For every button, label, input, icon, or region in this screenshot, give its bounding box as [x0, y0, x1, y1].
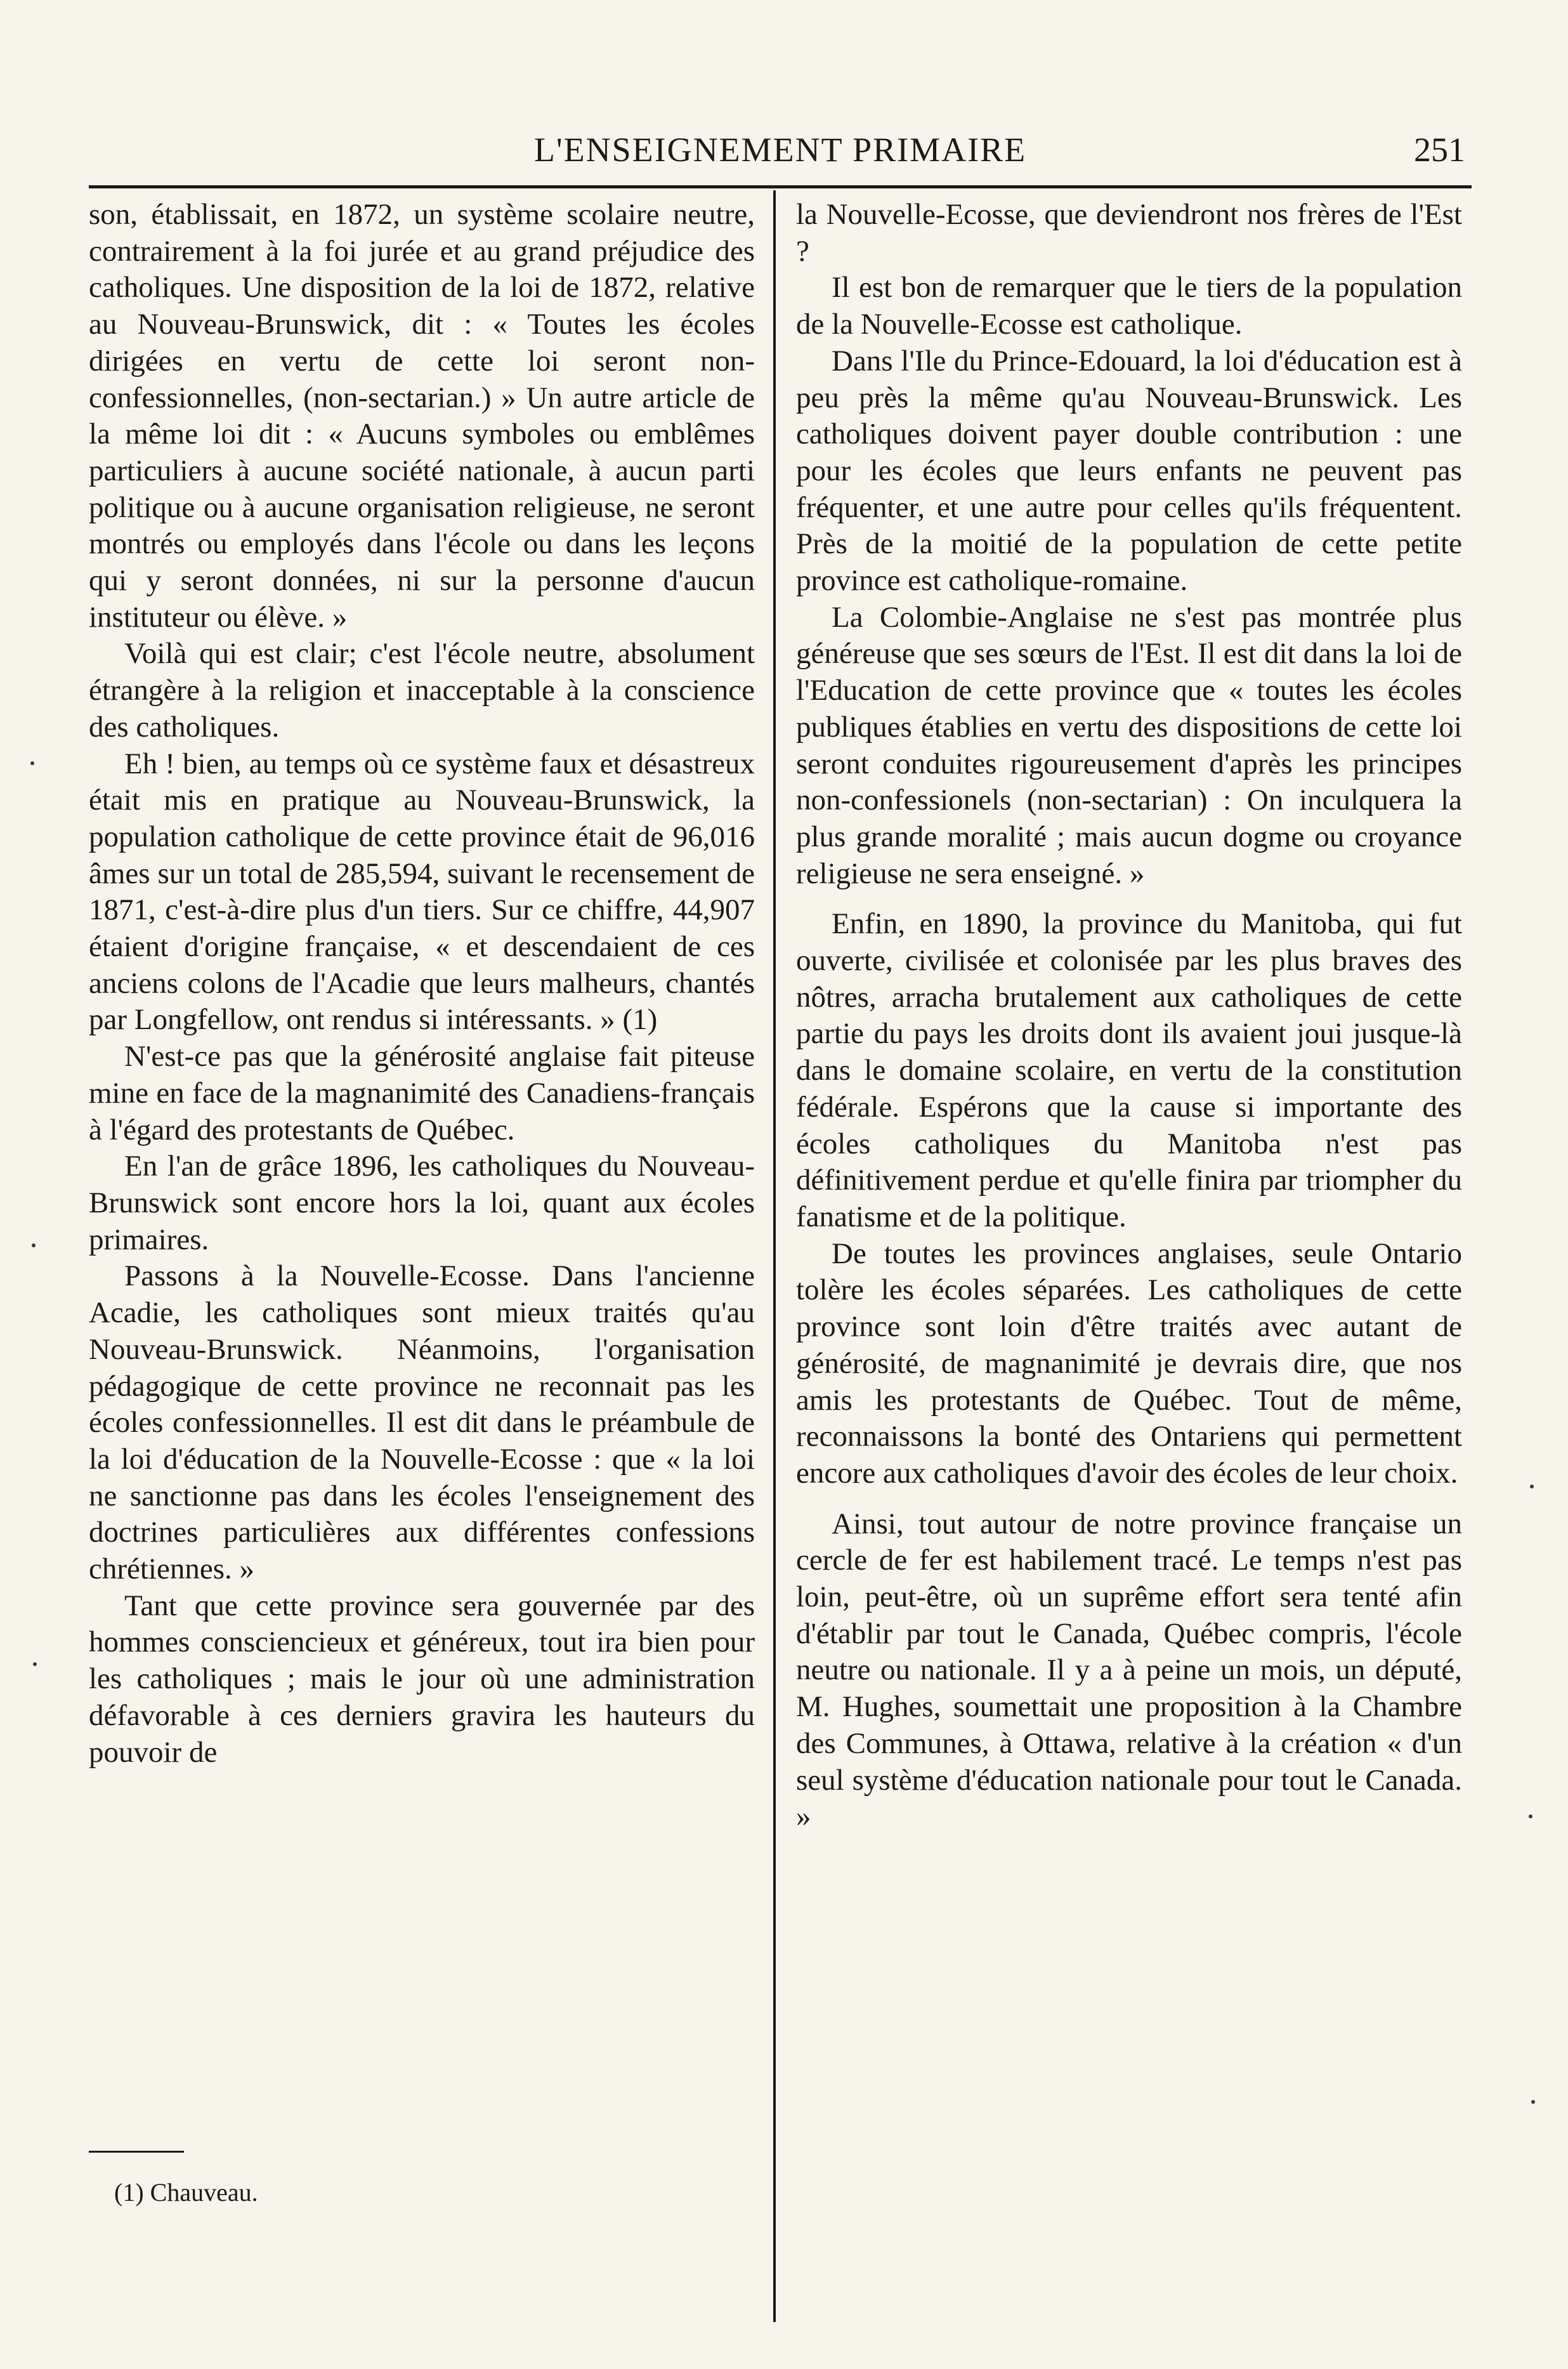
paragraph: Voilà qui est clair; c'est l'école neutre, absolument étrangère à la religion et inacceptable à la conscience des catholiques. — [89, 637, 755, 744]
paragraph: Il est bon de remarquer que le tiers de la population de la Nouvelle-Ecosse est catholique. — [796, 271, 1462, 341]
paragraph: Enfin, en 1890, la province du Manitoba, qui fut ouverte, civilisée et colonisée par les plus braves des nôtres, arracha brutalement aux catholiques de cette partie du pays les droits dont ils avaient joui jusque-là dans le domaine scolaire, en vertu de la constitution fédérale. Espérons que la cause si importante des écoles catholiques du Manitoba n'est pas définitivement perdue et qu'elle finira par triompher du fanatisme et de la politique. — [796, 907, 1462, 1233]
print-speck — [1530, 1485, 1534, 1488]
paragraph: la Nouvelle-Ecosse, que deviendront nos frères de l'Est ? — [796, 198, 1462, 268]
print-speck — [1529, 1814, 1532, 1818]
paragraph: Tant que cette province sera gouvernée par des hommes consciencieux et généreux, tout ira bien pour les catholiques ; mais le jour où une administration défavorable à ces derniers gravira les hauteurs du pouvoir de — [89, 1589, 755, 1769]
running-title: L'ENSEIGNEMENT PRIMAIRE — [533, 131, 1027, 169]
left-column — [89, 197, 755, 1771]
paragraph: De toutes les provinces anglaises, seule Ontario tolère les écoles séparées. Les catholiques de cette province sont loin d'être traités avec autant de générosité, de magnanimité je devrais dire, que nos amis les protestants de Québec. Tout de même, reconnaissons la bonté des Ontariens qui permettent encore aux catholiques d'avoir des écoles de leur choix. — [796, 1237, 1462, 1490]
paragraph: En l'an de grâce 1896, les catholiques du Nouveau-Brunswick sont encore hors la loi, quant aux écoles primaires. — [89, 1150, 755, 1256]
header-rule — [89, 185, 1472, 188]
paragraph: Eh ! bien, au temps où ce système faux et désastreux était mis en pratique au Nouveau-Brunswick, la population catholique de cette province était de 96,016 âmes sur un total de 285,594, suivant le recensement de 1871, c'est-à-dire plus d'un tiers. Sur ce chiffre, 44,907 étaient d'origine française, « et descendaient de ces anciens colons de l'Acadie que leurs malheurs, chantés par Longfellow, ont rendus si intéressants. » (1) — [89, 747, 755, 1037]
paragraph: Ainsi, tout autour de notre province française un cercle de fer est habilement tracé. Le temps n'est pas loin, peut-être, où un suprême effort sera tenté afin d'établir par tout le Canada, Québec compris, l'école neutre ou nationale. Il y a à peine un mois, un député, M. Hughes, soumettait une proposition à la Chambre des Communes, à Ottawa, relative à la création « d'un seul système d'éducation nationale pour tout le Canada. » — [796, 1507, 1462, 1834]
page-header — [95, 130, 1465, 181]
column-divider — [773, 190, 776, 2322]
paragraph: N'est-ce pas que la générosité anglaise fait piteuse mine en face de la magnanimité des Canadiens-français à l'égard des protestants de Québec. — [89, 1040, 755, 1146]
print-speck — [32, 1244, 36, 1247]
paragraph: La Colombie-Anglaise ne s'est pas montrée plus généreuse que ses sœurs de l'Est. Il est dit dans la loi de l'Education de cette province que « toutes les écoles publiques établies en vertu des dispositions de cette loi seront conduites rigoureusement d'après les principes non-confessionels (non-sectarian) : On inculquera la plus grande moralité ; mais aucun dogme ou croyance religieuse ne sera enseigné. » — [796, 600, 1462, 890]
footnote-rule — [89, 2151, 184, 2153]
right-column — [796, 197, 1462, 1835]
print-speck — [33, 1662, 37, 1666]
paragraph: son, établissait, en 1872, un système scolaire neutre, contrairement à la foi jurée et au grand préjudice des catholiques. Une disposition de la loi de 1872, relative au Nouveau-Brunswick, dit : « Toutes les écoles dirigées en vertu de cette loi seront non-confessionnelles, (non-sectarian.) » Un autre article de la même loi dit : « Aucuns symboles ou emblêmes particuliers à aucune société nationale, à aucun parti politique ou à aucune organisation religieuse, ne seront montrés ou employés dans l'école ou dans les leçons qui y seront données, ni sur la personne d'aucun instituteur ou élève. » — [89, 198, 755, 634]
paragraph: Passons à la Nouvelle-Ecosse. Dans l'ancienne Acadie, les catholiques sont mieux traités qu'au Nouveau-Brunswick. Néanmoins, l'organisation pédagogique de cette province ne reconnait pas les écoles confessionnelles. Il est dit dans le préambule de la loi d'éducation de la Nouvelle-Ecosse : que « la loi ne sanctionne pas dans les écoles l'enseignement des doctrines particulières aux différentes confessions chrétiennes. » — [89, 1259, 755, 1586]
page-number: 251 — [1414, 131, 1465, 169]
print-speck — [1531, 2100, 1535, 2104]
paragraph: Dans l'Ile du Prince-Edouard, la loi d'éducation est à peu près la même qu'au Nouveau-Brunswick. Les catholiques doivent payer double contribution : une pour les écoles que leurs enfants ne peuvent pas fréquenter, et une autre pour celles qu'ils fréquentent. Près de la moitié de la population de cette petite province est catholique-romaine. — [796, 344, 1462, 598]
print-speck — [30, 761, 34, 765]
footnote: (1) Chauveau. — [114, 2178, 258, 2207]
